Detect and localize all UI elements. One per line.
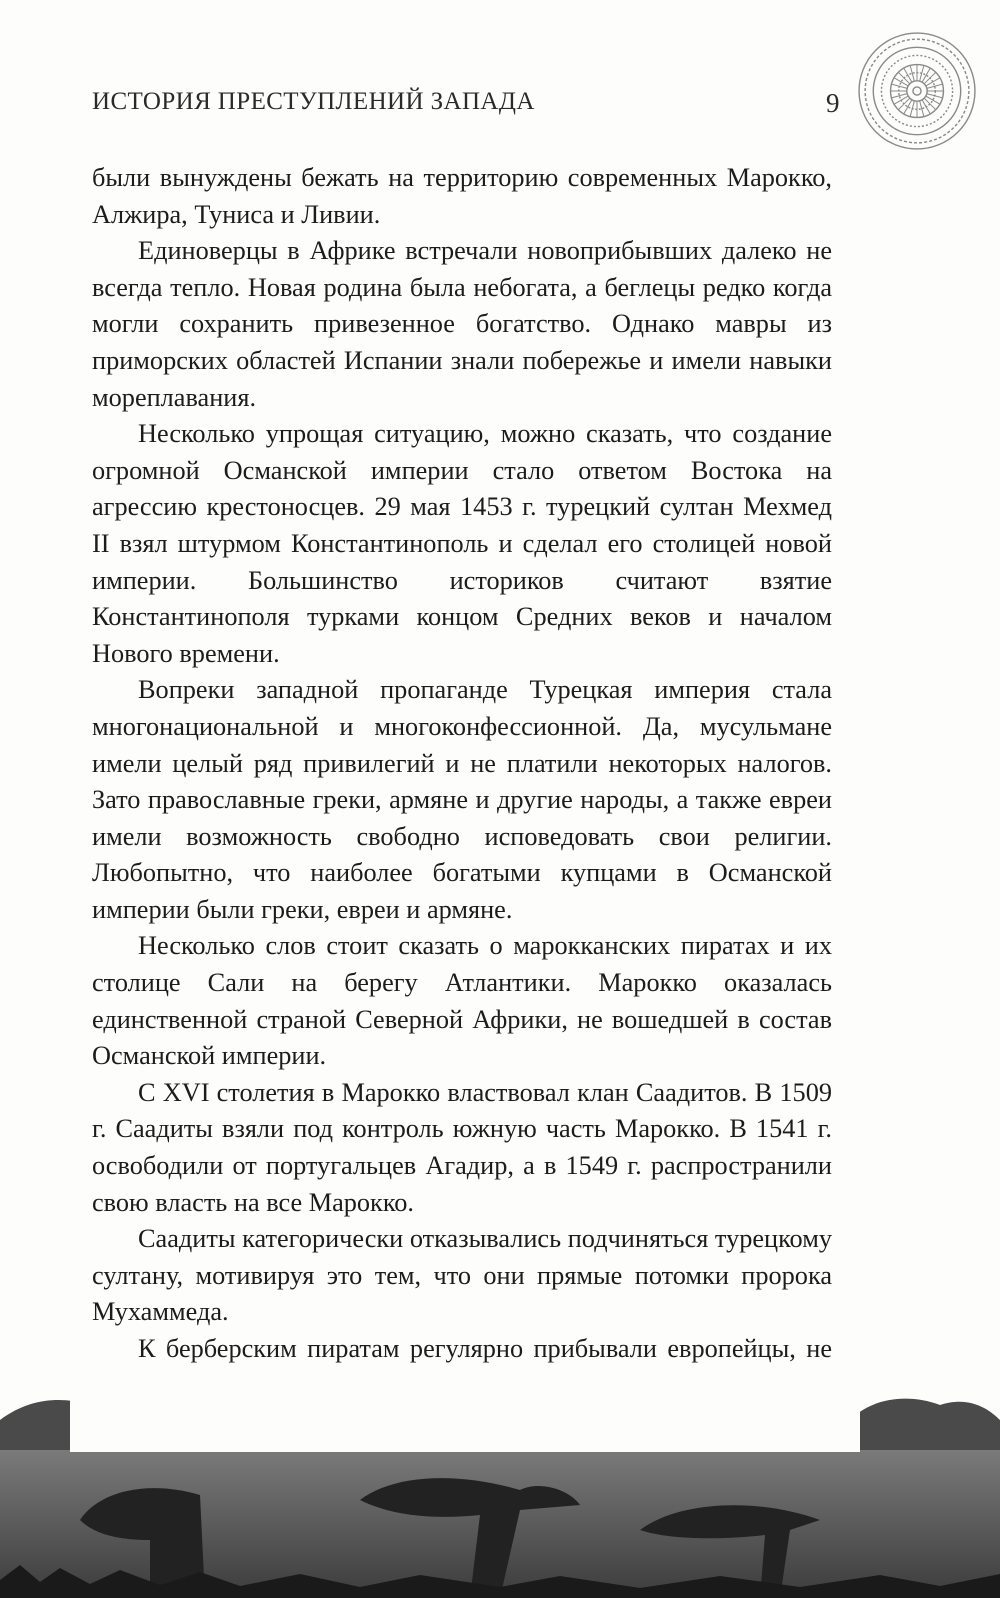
- page-header: [0, 0, 1000, 140]
- paragraph: Вопреки западной пропаганде Турецкая империя стала многонациональной и многоконфессионной. Да, мусульмане имели целый ряд привилегий и не платили некоторых налогов. Зато православные греки, армяне и другие народы, а также евреи имели возможность свободно исповедовать свои религии. Любопытно, что наиболее богатыми купцами в Османской империи были греки, евреи и армяне.: [92, 675, 832, 924]
- paragraph: были вынуждены бежать на территорию современных Марокко, Алжира, Туниса и Ливии.: [92, 163, 832, 229]
- page-number: 9: [826, 88, 840, 118]
- savanna-silhouette-illustration: [0, 1380, 1000, 1598]
- paragraph: Несколько слов стоит сказать о марокканских пиратах и их столице Сали на берегу Атлантики. Марокко оказалась единственной страной Северной Африки, не вошедшей в состав Османской империи.: [92, 931, 832, 1071]
- paragraph: Несколько упрощая ситуацию, можно сказать, что создание огромной Османской империи стало ответом Востока на агрессию крестоносцев. 29 мая 1453 г. турецкий султан Мехмед II взял штурмом Константинополь и сделал его столицей новой империи. Большинство историков считают взятие Константинополя турками концом Средних веков и началом Нового времени.: [92, 419, 832, 668]
- paragraph: Единоверцы в Африке встречали новоприбывших далеко не всегда тепло. Новая родина была небогата, а беглецы редко когда могли сохранить привезенное богатство. Однако мавры из приморских областей Испании знали побережье и имели навыки мореплавания.: [92, 236, 832, 412]
- text-body: [92, 160, 832, 1477]
- circular-mandala-ornament-icon: [856, 30, 978, 152]
- paragraph: Саадиты категорически отказывались подчиняться турецкому султану, мотивируя это тем, что они прямые потомки пророка Мухаммеда.: [92, 1224, 832, 1327]
- paragraph: К берберским пиратам регулярно прибывали европейцы, не: [138, 1334, 832, 1363]
- paragraph: С XVI столетия в Марокко властвовал клан Саадитов. В 1509 г. Саадиты взяли под контроль южную часть Марокко. В 1541 г. освободили от португальцев Агадир, а в 1549 г. распространили свою власть на все Марокко.: [92, 1077, 832, 1217]
- running-title: ИСТОРИЯ ПРЕСТУПЛЕНИЙ ЗАПАДА: [92, 88, 535, 115]
